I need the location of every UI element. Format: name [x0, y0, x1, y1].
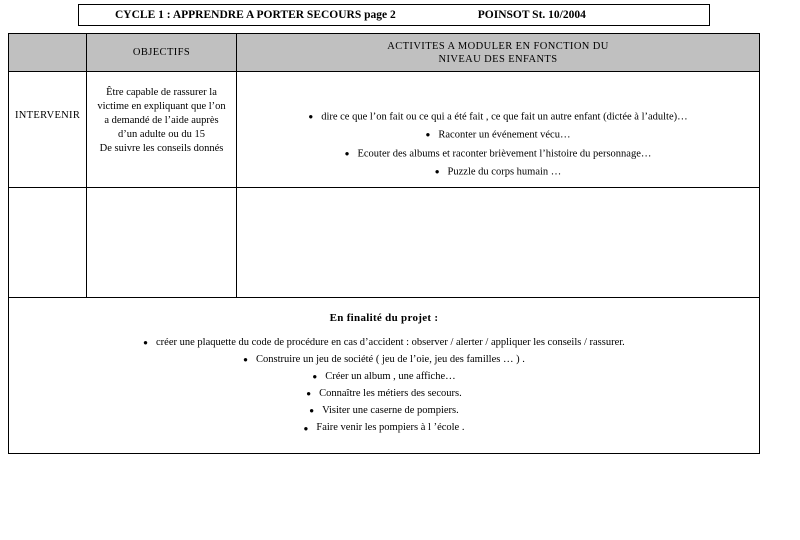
bullet-icon: ● [303, 423, 309, 433]
objectifs-line: victime en expliquant que l’on [97, 101, 226, 112]
activites-list [237, 72, 759, 182]
list-item-label: Connaître les métiers des secours. [319, 388, 462, 400]
list-item [9, 419, 759, 436]
list-item [9, 351, 759, 368]
objectifs-line: Être capable de rassurer la [106, 87, 217, 98]
objectifs-cell [87, 72, 237, 188]
table-header-activites [237, 34, 759, 72]
bullet-icon: ● [425, 130, 431, 140]
finalite-row [9, 298, 759, 453]
bullet-icon: ● [344, 148, 350, 158]
list-item [9, 402, 759, 419]
objectifs-text [87, 72, 236, 156]
main-table [8, 33, 760, 454]
table-header-objectifs: OBJECTIFS [87, 34, 237, 72]
list-item-label: Faire venir les pompiers à l ’école . [316, 422, 465, 434]
document-title: CYCLE 1 : APPRENDRE A PORTER SECOURS page 2 [115, 9, 396, 21]
objectifs-line: De suivre les conseils donnés [99, 143, 224, 154]
table-header-row [9, 34, 759, 72]
list-item [237, 145, 759, 163]
list-item [9, 385, 759, 402]
activites-header-line1: ACTIVITES A MODULER EN FONCTION DU [387, 40, 609, 52]
objectifs-line: d’un adulte ou du 15 [118, 129, 205, 140]
list-item-label: dire ce que l’on fait ou ce qui a été fait , ce que fait un autre enfant (dictée à l’adulte)… [321, 111, 688, 123]
list-item-label: Puzzle du corps humain … [447, 166, 562, 178]
phase-cell-intervenir [9, 72, 87, 188]
table-row [9, 188, 759, 298]
list-item-label: créer une plaquette du code de procédure en cas d’accident : observer / alerter / appliquer les conseils / rassurer. [156, 337, 625, 348]
list-item [237, 126, 759, 144]
list-item-label: Construire un jeu de société ( jeu de l’oie, jeu des familles … ) . [256, 354, 525, 366]
finalite-cell [9, 298, 759, 453]
list-item [237, 163, 759, 181]
list-item [9, 368, 759, 385]
activites-header-line2: NIVEAU DES ENFANTS [438, 53, 558, 65]
objectifs-cell-empty [87, 188, 237, 298]
objectifs-line: a demandé de l’aide auprès [104, 115, 219, 126]
bullet-icon: ● [308, 112, 314, 121]
bullet-icon: ● [309, 406, 315, 416]
list-item [237, 108, 759, 126]
document-header-box [78, 4, 710, 26]
list-item-label: Créer un album , une affiche… [325, 371, 456, 383]
finalite-title: En finalité du projet : [329, 312, 439, 324]
list-item-label: Ecouter des albums et raconter brièvement l’histoire du personnage… [357, 148, 652, 160]
phase-label: INTERVENIR [15, 110, 81, 121]
list-item-label: Visiter une caserne de pompiers. [322, 405, 459, 417]
activites-cell [237, 72, 759, 188]
bullet-icon: ● [143, 338, 149, 348]
finalite-list [9, 334, 759, 437]
phase-cell-empty [9, 188, 87, 298]
bullet-icon: ● [312, 372, 318, 382]
bullet-icon: ● [434, 167, 440, 177]
bullet-icon: ● [243, 355, 248, 365]
table-header-corner [9, 34, 87, 72]
activites-cell-empty [237, 188, 759, 298]
bullet-icon: ● [306, 389, 312, 399]
list-item [9, 334, 759, 351]
document-author: POINSOT St. 10/2004 [477, 9, 586, 21]
table-row [9, 72, 759, 188]
list-item-label: Raconter un événement vécu… [438, 129, 571, 141]
